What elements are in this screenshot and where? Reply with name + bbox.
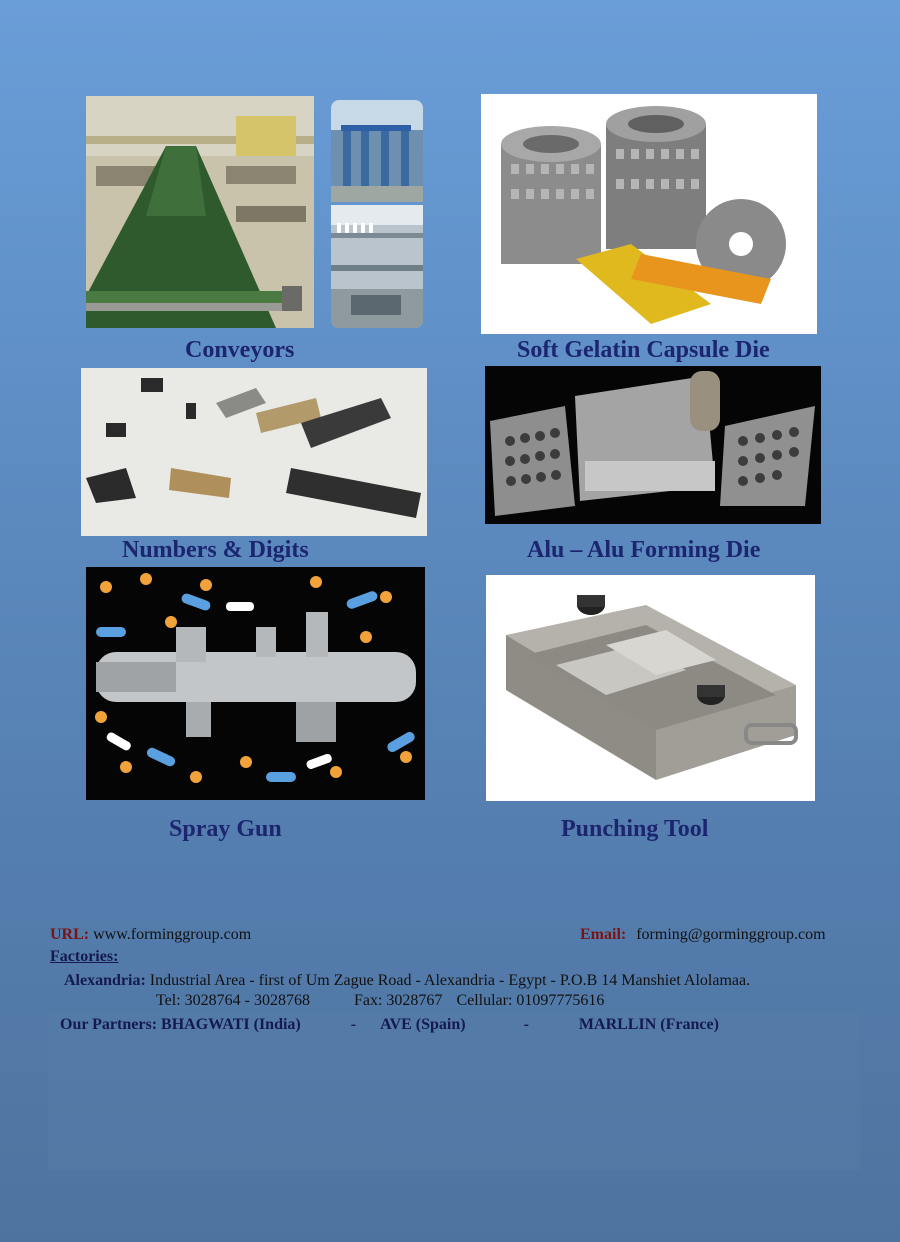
- alexandria-address-line: [64, 972, 750, 990]
- url-link[interactable]: www.forminggroup.com: [93, 926, 252, 943]
- caption-soft-gelatin-capsule-die: Soft Gelatin Capsule Die: [517, 337, 770, 363]
- cell-number: Cellular: 01097775616: [456, 992, 605, 1009]
- footer-panel: [48, 1012, 860, 1170]
- conveyor-photo: [86, 96, 314, 328]
- caption-alu-alu-forming-die: Alu – Alu Forming Die: [527, 537, 761, 563]
- alu-forming-die-photo: [485, 366, 821, 524]
- partner-separator-2: -: [523, 1016, 529, 1033]
- phone-line: [156, 992, 604, 1010]
- caption-punching-tool: Punching Tool: [561, 816, 709, 842]
- factories-heading: [50, 948, 118, 966]
- factories-label: Factories:: [50, 948, 119, 965]
- fax-number: Fax: 3028767: [353, 992, 443, 1009]
- partner-bhagwati: BHAGWATI (India): [161, 1016, 301, 1033]
- caption-conveyors: Conveyors: [185, 337, 295, 363]
- numbers-digits-photo: [81, 368, 427, 536]
- partner-ave: AVE (Spain): [380, 1016, 466, 1033]
- partners-line: [60, 1016, 719, 1034]
- caption-numbers-digits: Numbers & Digits: [122, 537, 309, 563]
- conveyor-line-photo-bottom: [331, 205, 423, 328]
- punching-tool-photo: [486, 575, 815, 801]
- caption-spray-gun: Spray Gun: [169, 816, 282, 842]
- partner-separator-1: -: [350, 1016, 357, 1033]
- url-label: URL:: [50, 926, 90, 943]
- tel-number: Tel: 3028764 - 3028768: [156, 992, 310, 1009]
- alexandria-address: Industrial Area - first of Um Zague Road - Alexandria - Egypt - P.O.B 14 Manshiet Alolamaa.: [149, 972, 751, 989]
- conveyor-line-photo-top: [331, 100, 423, 202]
- partners-label: Our Partners:: [60, 1016, 158, 1033]
- email-label: Email:: [580, 926, 627, 943]
- url-line: [50, 926, 251, 944]
- partner-marllin: MARLLIN (France): [578, 1016, 719, 1033]
- email-link[interactable]: forming@gorminggroup.com: [636, 926, 826, 943]
- email-line: [580, 926, 826, 944]
- alexandria-label: Alexandria:: [64, 972, 146, 989]
- capsule-die-photo: [481, 94, 817, 334]
- spray-gun-photo: [86, 567, 425, 800]
